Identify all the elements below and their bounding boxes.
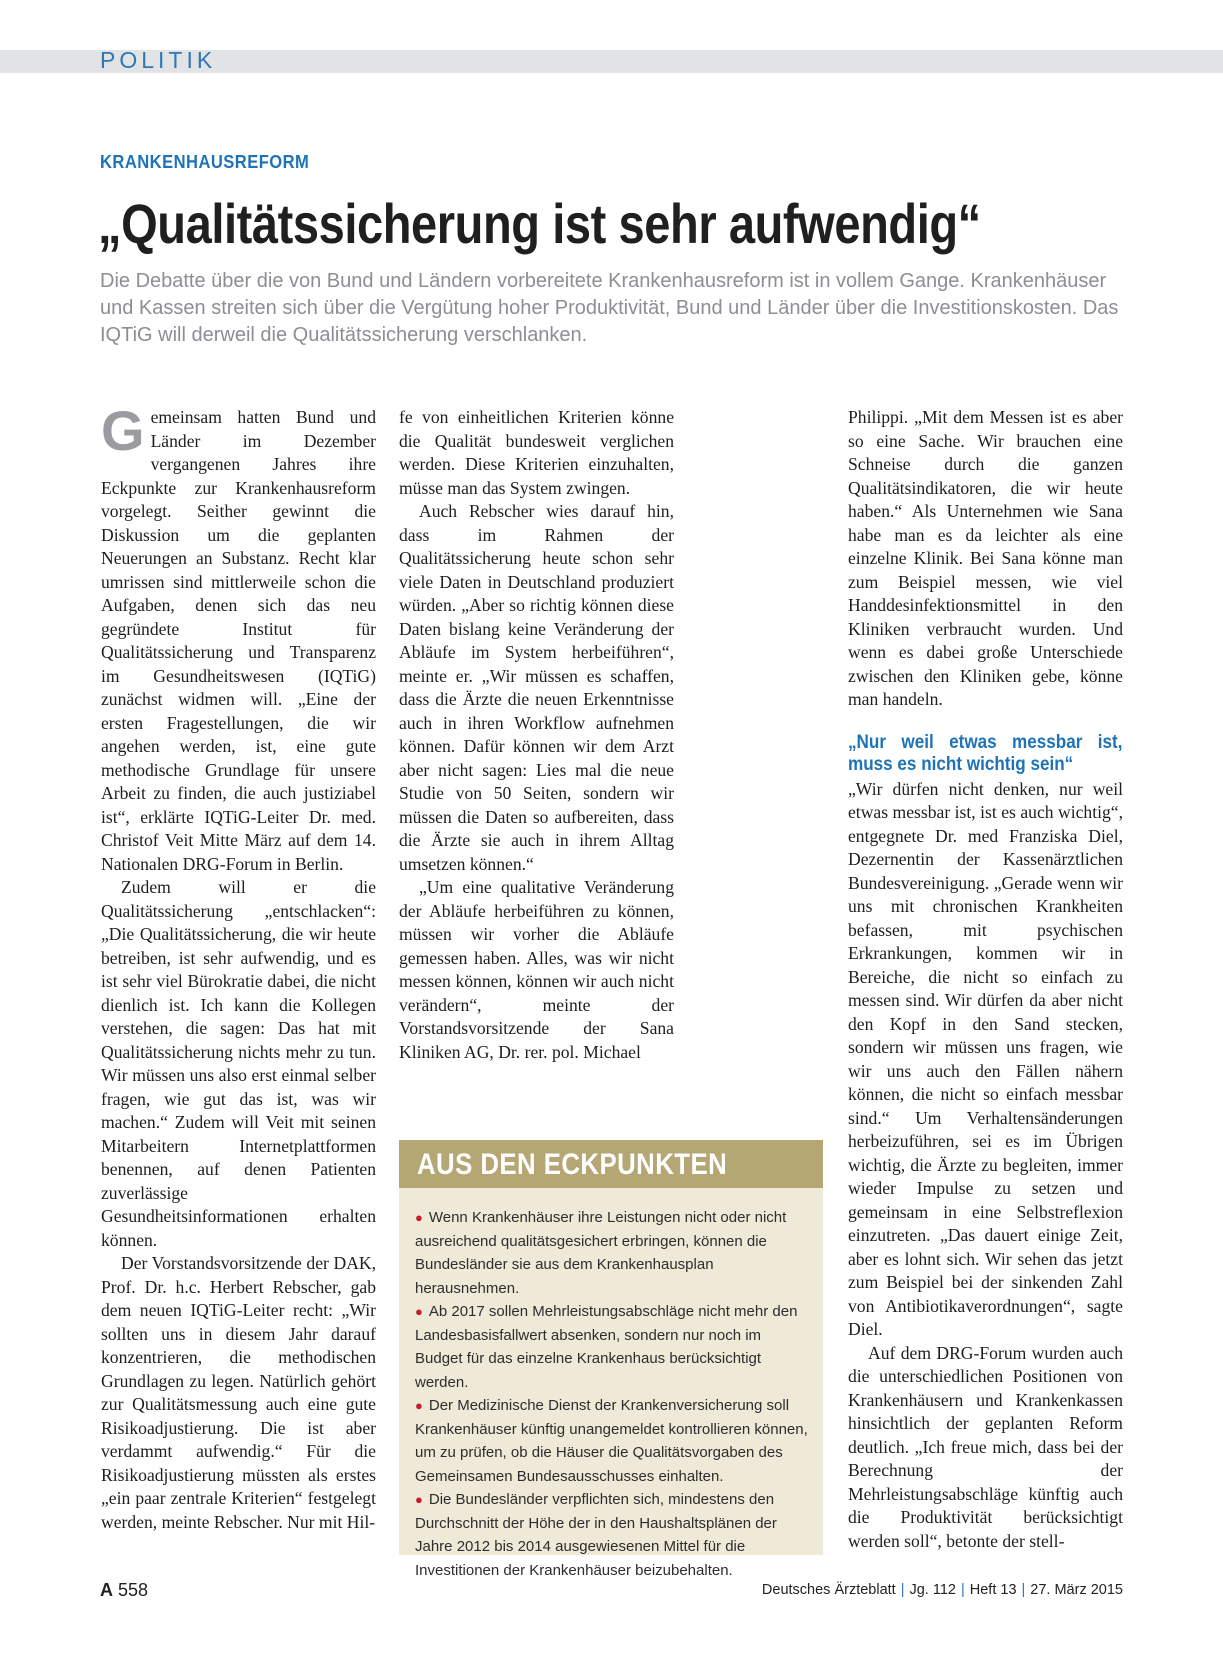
paragraph: „Um eine qualitative Veränderung der Abläufe herbeiführen zu können, müssen wir vorher die Abläufe gemessen haben. Alles, was wir nicht messen können, können wir auch nicht verändern“, meinte der Vorstandsvorsitzende der Sana Kliniken AG, Dr. rer. pol. Michael bbox=[399, 877, 674, 1062]
page-prefix: A bbox=[100, 1580, 113, 1600]
list-item bbox=[415, 1300, 811, 1394]
paragraph: fe von einheitlichen Kriterien könne die Qualität bundesweit verglichen werden. Diese Kriterien einzuhalten, müsse man das System zwingen. bbox=[399, 407, 674, 498]
section-label: POLITIK bbox=[100, 47, 217, 73]
article-lead: Die Debatte über die von Bund und Ländern vorbereitete Krankenhausreform ist in vollem Gange. Krankenhäuser und Kassen streiten sich über die Vergütung hoher Produktivität, Bund und Länder über die Investitionskosten. Das IQTiG will derweil die Qualitätssicherung verschlanken. bbox=[100, 270, 1119, 346]
paragraph bbox=[101, 399, 376, 876]
paragraph: Auch Rebscher wies darauf hin, dass im Rahmen der Qualitätssicherung heute schon sehr viele Daten in Deutschland produziert würden. „Aber so richtig können diese Daten bislang keine Veränderung der Abläufe im System herbeiführen“, meinte er. „Wir müssen es schaffen, dass die Ärzte die neuen Erkenntnisse auch in ihren Workflow aufnehmen können. Dafür können wir dem Arzt aber nicht sagen: Lies mal die neue Studie von 50 Seiten, sondern wir müssen die Daten so aufbereiten, dass die Ärzte sie auch in ihrem Alltag umsetzen können.“ bbox=[399, 501, 674, 874]
separator: | bbox=[900, 1582, 905, 1598]
list-item-text: Ab 2017 sollen Mehrleistungsabschläge nicht mehr den Landesbasisfallwert absenken, sondern nur noch im Budget für das einzelne Krankenhaus berücksichtigt werden. bbox=[415, 1303, 798, 1391]
drop-cap: G bbox=[101, 399, 145, 462]
paragraph: Zudem will er die Qualitätssicherung „entschlacken“: „Die Qualitätssicherung, die wir heute betreiben, ist sehr aufwendig, und es ist sehr viel Bürokratie dabei, die nicht dienlich ist. Ich kann die Kollegen verstehen, die sagen: Das hat mit Qualitätssicherung nichts mehr zu tun. Wir müssen uns also erst einmal selber fragen, wie gut das ist, was wir machen.“ Zudem will Veit mit seinen Mitarbeitern Internetplattformen benennen, auf denen Patienten zuverlässige Gesundheitsinformationen erhalten können. bbox=[101, 877, 376, 1250]
list-item-text: Die Bundesländer verpflichten sich, mindestens den Durchschnitt der Höhe der in den Haushaltsplänen der Jahre 2012 bis 2014 ausgewiesenen Mittel für die Investitionen der Krankenhäuser beizubehalten. bbox=[415, 1491, 777, 1579]
separator: | bbox=[960, 1582, 965, 1598]
journal-issue: Heft 13 bbox=[969, 1582, 1017, 1598]
page-number-value: 558 bbox=[118, 1580, 149, 1600]
page-number bbox=[100, 1580, 148, 1601]
bullet-icon: ● bbox=[415, 1492, 423, 1507]
paragraph: Philippi. „Mit dem Messen ist es aber so eine Sache. Wir brauchen eine Schneise durch die ganzen Qualitätsindikatoren, die wir heute haben.“ Als Unternehmen wie Sana habe man es da leichter als eine einzelne Klinik. Bei Sana könne man zum Beispiel messen, wie viel Handdesinfektionsmittel in den Kliniken verbraucht wurden. Und wenn es dabei große Unterschiede zwischen den Kliniken gebe, könne man handeln. bbox=[848, 407, 1123, 709]
info-box-list bbox=[415, 1206, 811, 1582]
info-box-header bbox=[399, 1140, 823, 1188]
info-box bbox=[399, 1140, 823, 1579]
article-kicker: KRANKENHAUSREFORM bbox=[100, 152, 310, 172]
column-2 bbox=[399, 406, 674, 1064]
list-item-text: Wenn Krankenhäuser ihre Leistungen nicht oder nicht ausreichend qualitätsgesichert erbringen, können die Bundesländer sie aus dem Krankenhausplan herausnehmen. bbox=[415, 1209, 787, 1297]
paragraph: „Wir dürfen nicht denken, nur weil etwas messbar ist, ist es auch wichtig“, entgegnete Dr. med Franziska Diel, Dezernentin der Kassenärztlichen Bundesvereinigung. „Gerade wenn wir uns mit chronischen Krankheiten befassen, mit psychischen Erkrankungen, kommen wir in Bereiche, die nicht so einfach zu messen sind. Wir dürfen da aber nicht den Kopf in den Sand stecken, sondern wir müssen uns fragen, wie wir uns auch den Fällen nähern können, die nicht so einfach messbar sind.“ Um Verhaltensänderungen herbeizuführen, sei es im Übrigen wichtig, die Ärzte zu begleiten, immer wieder Impulse zu setzen und gemeinsam in eine Selbstreflexion einzutreten. „Das dauert einige Zeit, aber es lohnt sich. Wir sehen das jetzt zum Beispiel bei der sinkenden Zahl von Antibiotikaverordnungen“, sagte Diel. bbox=[848, 778, 1123, 1339]
journal-name: Deutsches Ärzteblatt bbox=[761, 1582, 896, 1598]
footer-citation bbox=[762, 1582, 1123, 1598]
journal-volume: Jg. 112 bbox=[909, 1582, 956, 1598]
list-item bbox=[415, 1488, 811, 1582]
paragraph: Auf dem DRG-Forum wurden auch die unterschiedlichen Positionen von Krankenhäusern und Krankenkassen hinsichtlich der geplanten Reform deutlich. „Ich freue mich, dass bei der Berechnung der Mehrleistungsabschläge künftig auch die Produktivität berücksichtigt werden soll“, betonte der stell- bbox=[848, 1342, 1123, 1551]
bullet-icon: ● bbox=[415, 1210, 423, 1225]
paragraph-text: emeinsam hatten Bund und Länder im Dezember vergangenen Jahres ihre Eckpunkte zur Krankenhausreform vorgelegt. Seither gewinnt die Diskussion um die geplanten Neuerungen an Substanz. Recht klar umrissen sind mittlerweile schon die Aufgaben, denen sich das neu gegründete Institut für Qualitätssicherung und Transparenz im Gesundheitswesen (IQTiG) zunächst widmen will. „Eine der ersten Fragestellungen, die wir angehen werden, ist, eine gute methodische Grundlage für unsere Arbeit zu finden, die auch justiziabel ist“, erklärte IQTiG-Leiter Dr. med. Christof Veit Mitte März auf dem 14. Nationalen DRG-Forum in Berlin. bbox=[101, 407, 376, 874]
list-item bbox=[415, 1394, 811, 1488]
column-3 bbox=[848, 406, 1123, 1553]
separator: | bbox=[1021, 1582, 1026, 1598]
subheading: „Nur weil etwas messbar ist, muss es nicht wichtig sein“ bbox=[848, 731, 1123, 775]
paragraph: Der Vorstandsvorsitzende der DAK, Prof. Dr. h.c. Herbert Rebscher, gab dem neuen IQTiG-Leiter recht: „Wir sollten uns in diesem Jahr darauf konzentrieren, die methodischen Grundlagen zu legen. Natürlich gehört zur Qualitätsmessung auch eine gute Risikoadjustierung. Die ist aber verdammt aufwendig.“ Für die Risikoadjustierung müssten als erstes „ein paar zentrale Kriterien“ festgelegt werden, meinte Rebscher. Nur mit Hil- bbox=[101, 1253, 376, 1532]
list-item bbox=[415, 1206, 811, 1300]
journal-date: 27. März 2015 bbox=[1030, 1582, 1123, 1598]
bullet-icon: ● bbox=[415, 1304, 423, 1319]
info-box-title: AUS DEN ECKPUNKTEN bbox=[417, 1148, 728, 1181]
column-1 bbox=[101, 399, 376, 1534]
bullet-icon: ● bbox=[415, 1398, 423, 1413]
article-title: „Qualitätssicherung ist sehr aufwendig“ bbox=[98, 192, 981, 255]
list-item-text: Der Medizinische Dienst der Krankenversicherung soll Krankenhäuser künftig unangemeldet kontrollieren können, um zu prüfen, ob die Häuser die Qualitätsvorgaben des Gemeinsamen Bundesausschusses einhalten. bbox=[415, 1397, 808, 1485]
